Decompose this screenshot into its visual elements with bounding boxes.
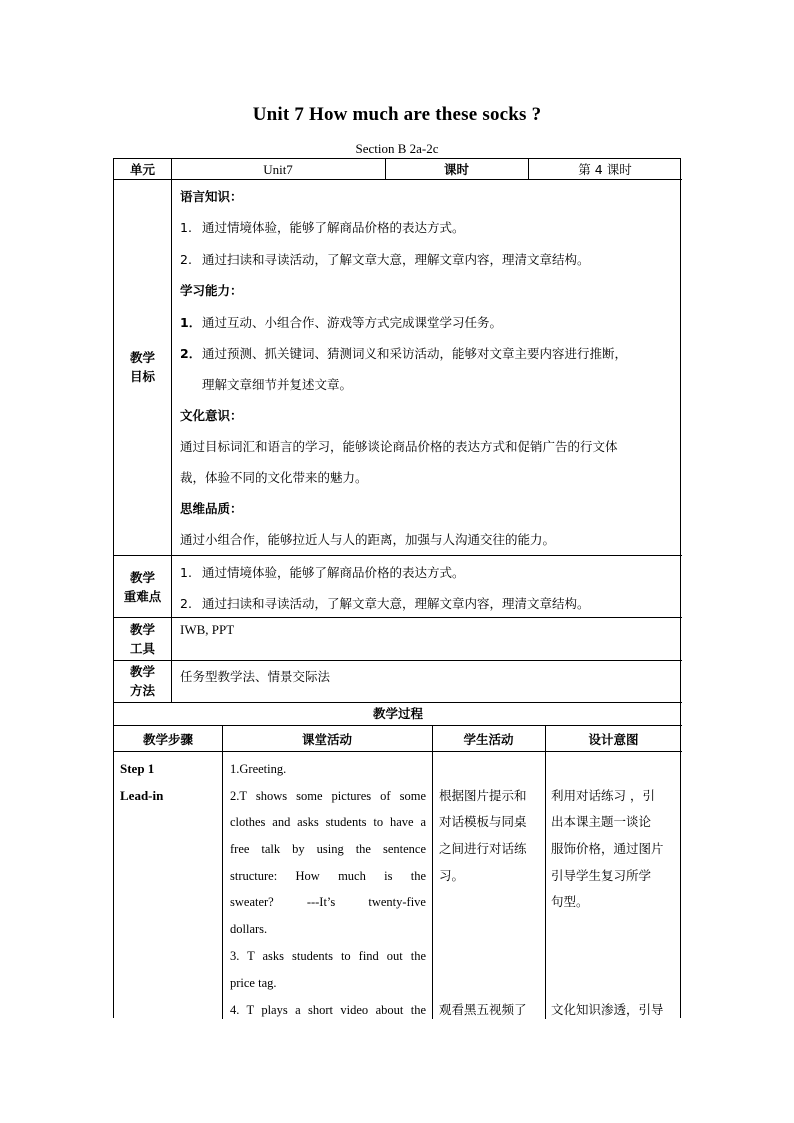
activity-line: 4. T plays a short video about the bbox=[230, 1003, 426, 1017]
page-subtitle: Section B 2a-2c bbox=[355, 141, 439, 156]
tools-value: IWB, PPT bbox=[180, 622, 235, 637]
student-activity-line: 之间进行对话练 bbox=[439, 841, 527, 856]
design-intent-line: 句型。 bbox=[551, 894, 589, 909]
learning-ability-heading: 学习能力： bbox=[180, 283, 243, 298]
student-activity-line: 观看黑五视频了 bbox=[439, 1002, 527, 1017]
student-activity-line: 对话模板与同桌 bbox=[439, 814, 527, 829]
activity-line: dollars. bbox=[230, 922, 268, 936]
methods-value: 任务型教学法、情景交际法 bbox=[180, 669, 331, 684]
column-header-intent: 设计意图 bbox=[588, 732, 639, 747]
objective-item: 1．通过互动、小组合作、游戏等方式完成课堂学习任务。 bbox=[180, 315, 503, 330]
student-activity-line: 习。 bbox=[439, 868, 465, 883]
unit-label: 单元 bbox=[129, 162, 155, 177]
design-intent-line: 服饰价格，通过图片 bbox=[551, 841, 664, 856]
page-title: Unit 7 How much are these socks ? bbox=[252, 104, 542, 125]
column-header-student: 学生活动 bbox=[463, 732, 514, 747]
activity-line: structure: How much is the bbox=[230, 869, 426, 883]
objectives-label: 教学 目标 bbox=[129, 350, 155, 384]
thinking-heading: 思维品质： bbox=[180, 501, 243, 516]
unit-value: Unit7 bbox=[263, 162, 293, 177]
activity-line: price tag. bbox=[230, 976, 277, 990]
objective-item: 2．通过预测、抓关键词、猜测词义和采访活动，能够对文章主要内容进行推断， bbox=[180, 346, 628, 361]
language-knowledge-heading: 语言知识： bbox=[180, 189, 243, 204]
methods-label: 教学 方法 bbox=[129, 664, 155, 698]
activity-line: 2.T shows some pictures of some bbox=[230, 789, 426, 803]
activity-line: 3. T asks students to find out the bbox=[230, 949, 426, 963]
period-value: 第 4 课时 bbox=[578, 162, 632, 177]
thinking-text: 通过小组合作，能够拉近人与人的距离，加强与人沟通交往的能力。 bbox=[180, 532, 556, 547]
key-point-item: 2. 通过扫读和寻读活动，了解文章大意，理解文章内容，理清文章结构。 bbox=[180, 596, 590, 611]
key-points-label: 教学 重难点 bbox=[123, 570, 162, 604]
design-intent-line: 文化知识渗透，引导 bbox=[551, 1002, 664, 1017]
design-intent-line: 出本课主题一谈论 bbox=[551, 814, 652, 829]
objective-item: 2. 通过扫读和寻读活动，了解文章大意，理解文章内容，理清文章结构。 bbox=[180, 252, 590, 267]
step-name: Lead-in bbox=[120, 788, 164, 803]
objective-item-continued: 理解文章细节并复述文章。 bbox=[202, 377, 353, 392]
tools-label: 教学 工具 bbox=[129, 622, 155, 656]
design-intent-line: 利用对话练习 ，引 bbox=[551, 788, 655, 803]
student-activity-line: 根据图片提示和 bbox=[439, 788, 527, 803]
activity-line: 1.Greeting. bbox=[230, 762, 287, 776]
step-number: Step 1 bbox=[120, 761, 155, 776]
key-point-item: 1. 通过情境体验，能够了解商品价格的表达方式。 bbox=[180, 565, 465, 580]
culture-heading: 文化意识： bbox=[180, 408, 243, 423]
lesson-plan-table bbox=[113, 158, 681, 1018]
activity-line: sweater? ---It’s twenty-five bbox=[230, 895, 426, 909]
activity-line: free talk by using the sentence bbox=[230, 842, 426, 856]
culture-text-line2: 裁，体验不同的文化带来的魅力。 bbox=[180, 470, 368, 485]
period-label: 课时 bbox=[443, 162, 469, 177]
activity-line: clothes and asks students to have a bbox=[230, 815, 426, 829]
column-header-activity: 课堂活动 bbox=[301, 732, 352, 747]
culture-text-line1: 通过目标词汇和语言的学习，能够谈论商品价格的表达方式和促销广告的行文体 bbox=[180, 439, 618, 454]
column-header-step: 教学步骤 bbox=[142, 732, 193, 747]
design-intent-line: 引导学生复习所学 bbox=[551, 868, 652, 883]
process-heading: 教学过程 bbox=[372, 706, 423, 721]
objective-item: 1. 通过情境体验，能够了解商品价格的表达方式。 bbox=[180, 220, 465, 235]
